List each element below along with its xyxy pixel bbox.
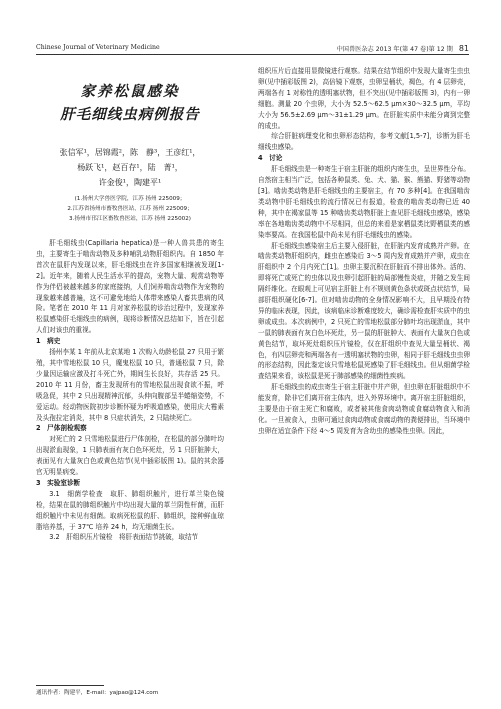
authors-line-1: 张信军¹，居锦霞²，陈 静³，王彦红¹， bbox=[59, 148, 201, 157]
section-2-paragraph: 对死亡的 2 只雪地松鼠进行尸体剖检，在松鼠的部分肺叶均出现淤血现象，1 只肺表面有灰白色环死灶，另 1 只肝脏肿大，表面见有大量灰白色或黄色结节(见中插彩版图 1)。鼠的其余器官无明显病变。 bbox=[36, 435, 224, 477]
page-number: 81 bbox=[458, 44, 469, 53]
diagnosis-paragraph: 综合肝脏病理变化和虫卵形态结构，参考文献[1,5-7]，诊断为肝毛细线虫感染。 bbox=[258, 132, 470, 152]
issue-info: 中国兽医杂志 2013 年(第 47 卷)第 12 期 bbox=[336, 46, 453, 53]
intro-paragraph: 肝毛细线虫(Capillaria hepatica)是一种人兽共患的寄生虫，主要寄生于啮齿动物及多种哺乳动物肝组织内。自 1850 年首次在鼠肝内发现以来，肝毛细线虫在许多国家相继被发现[1-2]。近年来，随着人民生活水平的提高，宠物大量、观赏动物等作为伴侣被越来越多的家庭接纳，人们饲养啮齿动物作为宠物的现象越来越普遍，这不可避免地给人体带来感染人畜共患病的风险。笔者在 2010 年 11 月对家养松鼠的诊治过程中，发现家养松鼠感染肝毛细线虫的病例，现将诊断情况总结如下，旨在引起人们对该虫的重视。 bbox=[36, 239, 224, 335]
section-2-heading: 2 尸体剖检观察 bbox=[36, 424, 87, 433]
section-3-heading: 3 实验室诊断 bbox=[36, 478, 81, 487]
discussion-paragraph-1: 肝毛细线虫是一种寄生于宿主肝脏的组织内寄生虫，呈世界性分布。自然宿主相当广泛，包括各种鼠类、兔、犬、猫、猴、熊猫、野猪等动物[3]。啮齿类动物是肝毛细线虫的主要宿主，有 70 多种[4]。在我国啮齿类动物中肝毛细线虫的流行情况已有报道，检查的啮齿类动物已近 40 种，其中在褐家鼠等 15 种啮齿类动物肝脏上查见肝毛细线虫感染，感染率在各地啮齿类动物中不尽相同，但总的来看是家栖鼠类比野栖鼠类的感染率要高。在我国松鼠中尚未见有肝毛细线虫的感染。 bbox=[258, 165, 470, 239]
left-column bbox=[36, 238, 224, 543]
section-3-2-paragraph: 3.2 肝组织压片镜检 将肝表面结节挑破，取结节 bbox=[49, 533, 199, 542]
right-column bbox=[258, 66, 470, 437]
article-title-line-1: 家养松鼠感染 bbox=[80, 83, 180, 100]
discussion-paragraph-3: 肝毛细线虫的成虫寄生于宿主肝脏中并产卵，但虫卵在肝脏组织中不能发育，除非它们离开宿主体内，进入外界环境中。离开宿主肝脏组织，主要是由于宿主死亡和腐败，或者被其他食肉动物或食腐动物食入和消化。一旦被食入，虫卵可通过食肉动物或食腐动物的粪便排出，当环境中虫卵在适宜条件下经 4～5 周发育为含幼虫的感染性虫卵。因此， bbox=[258, 383, 470, 435]
affiliation-1: (1.扬州大学兽医学院，江苏 扬州 225009； bbox=[74, 196, 186, 202]
section-1-paragraph: 扬州李某 1 年前从北京某地 1 次购入幼龄松鼠 27 只用于繁殖，其中雪地松鼠 10 只，魔鬼松鼠 10 只，普通松鼠 7 只，除少量因运输应激及打斗死亡外，期间生长良好，共存活 25 只。2010 年 11 月份，畜主发现所有的雪地松鼠出现食欲不振，呼吸急促，其中 2 只出现精神沉郁，头伸向腹部呈半蜷缩姿势，不爱运动。经动物医院初步诊断怀疑为呼吸道感染，使用庆大霉素及头孢拉定消炎，其中 8 只症状消失，2 只陆续死亡。 bbox=[36, 348, 224, 422]
section-3-1-paragraph: 3.1 细菌学检查 取肝、肺组织触片，进行革兰染色镜检，结果在鼠的肺组织触片中均出现大量的革兰阴性杆菌，而肝组织触片中未见有细菌。取病死松鼠的肝、肺组织，接种鲜血琼脂培养基，于 37℃ 培养 24 h，均无细菌生长。 bbox=[36, 489, 224, 531]
results-paragraph: 组织压片后直接用显微镜进行观察。结果在结节组织中发现大量寄生虫虫卵(见中插彩版图 2)，高倍镜下观察，虫卵呈桶状，褐色，有 4 层卵壳，两端各有 1 对称性的透明塞状物，但不突出(见中插彩版图 3)，内有一卵细胞。测量 20 个虫卵，大小为 52.5～62.5 μm×30～32.5 μm，平均大小为 56.5±2.69 μm～31±1.29 μm。在肝脏实质中未能分离到完整的成虫。 bbox=[258, 67, 470, 130]
running-header-journal: Chinese Journal of Veterinary Medicine bbox=[36, 44, 160, 51]
section-4-heading: 4 讨论 bbox=[258, 154, 283, 163]
running-header-issue bbox=[337, 44, 469, 53]
article-title-line-2: 肝毛细线虫病例报告 bbox=[60, 106, 200, 123]
authors-line-2: 杨跃飞¹，赵百存¹，陆 菁¹， bbox=[77, 163, 183, 172]
corresponding-author-footnote: 通讯作者：陶建平，E-mail：yajpao@124.com bbox=[36, 690, 159, 696]
discussion-paragraph-2: 肝毛细线虫感染宿主后主要入侵肝脏，在肝脏内发育成熟并产卵。在啮齿类动物肝组织内，雌虫在感染后 3～5 周内发育成熟并产卵，成虫在肝组织中 2 个月内死亡[1]。虫卵主要沉积在肝脏而不排出体外。活的、即将死亡或死亡的虫体以及虫卵引起肝脏的局部慢性炎症，并随之发生间隔纤维化。在眼观上可见宿主肝脏上有不规则黄色条状或斑点状结节，局部肝组织硬化[6-7]。但对啮齿动物的全身情况影响不大，且早期没有特异的临床表现，因此，该病临床诊断难度较大，确诊需检查肝实质中的虫卵或成虫。本次病例中，2 只死亡的雪地松鼠部分肺叶均出现淤血，其中一鼠的肺表面有灰白色坏死灶，另一鼠的肝脏肿大、表面有大量灰白色或黄色结节，取坏死灶组织压片镜检，仅在肝组织中查见大量呈桶状、褐色，有四层卵壳和两端各有一透明塞状物的虫卵，相同于肝毛细线虫虫卵的形态结构，因此鉴定该只雪地松鼠死感染了肝毛细线虫。但从细菌学检查结果来看，该松鼠是死于肺部感染的细菌性疾病。 bbox=[258, 241, 470, 381]
affiliation-3: 3.扬州市邗江区畜牧兽医站，江苏 扬州 225002) bbox=[69, 216, 191, 222]
header-rule bbox=[36, 54, 469, 55]
section-1-heading: 1 病史 bbox=[36, 337, 61, 346]
authors-line-3: 许金俊¹，陶建平¹ bbox=[98, 178, 162, 187]
footnote-rule bbox=[36, 685, 104, 686]
affiliation-2: 2.江苏省扬州市畜牧兽医站，江苏 扬州 225009； bbox=[67, 206, 193, 212]
